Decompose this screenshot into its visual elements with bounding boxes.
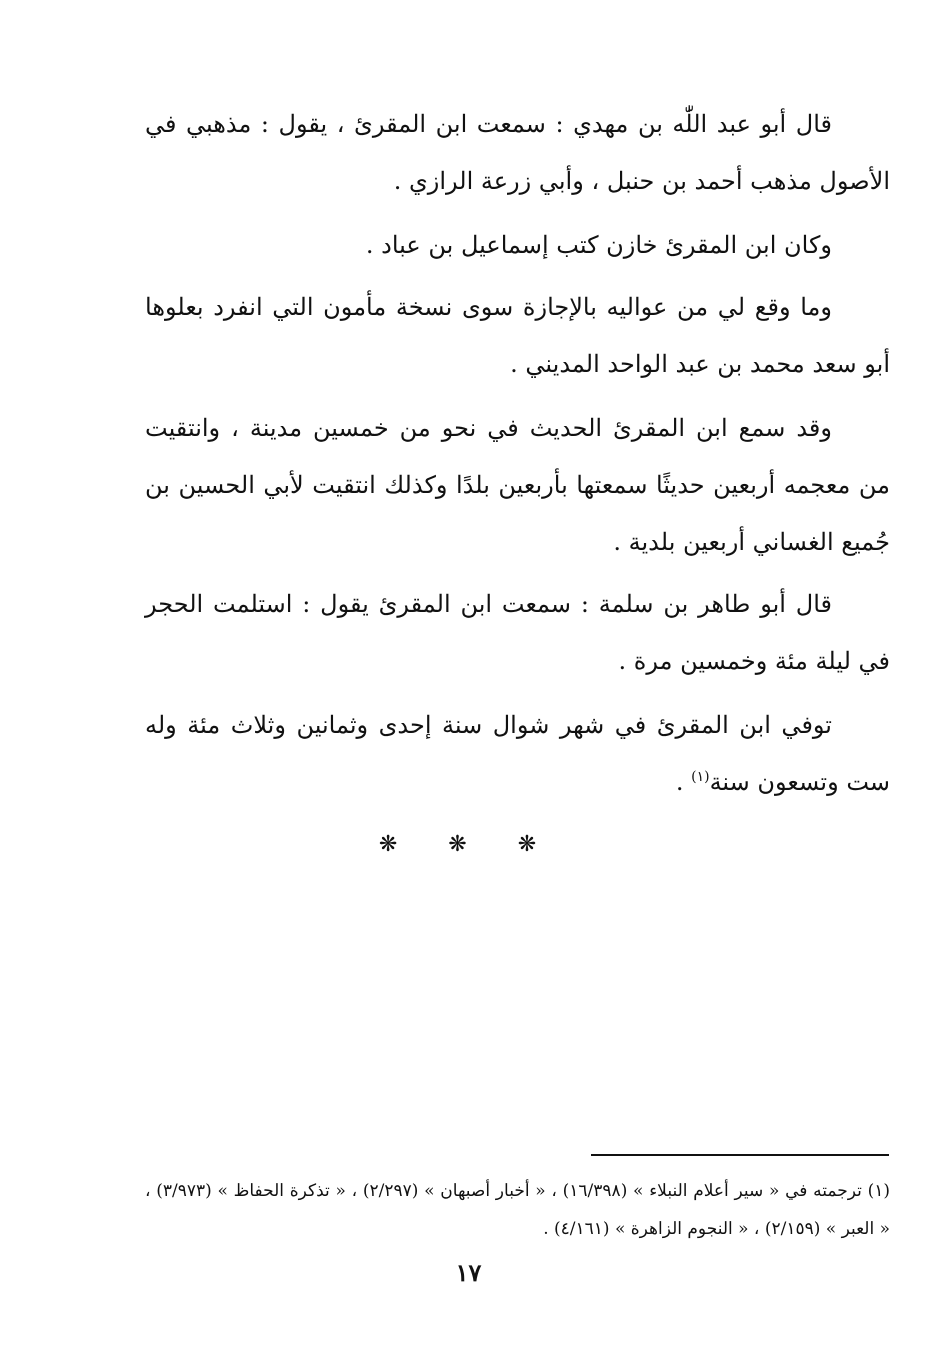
- section-ornament: ❋ ❋ ❋: [378, 832, 559, 857]
- page-number: ١٧: [455, 1258, 482, 1287]
- paragraph-6-end: .: [675, 768, 692, 796]
- paragraph-1: قال أبو عبد اللّٰه بن مهدي : سمعت ابن المقرئ ، يقول : مذهبي في الأصول مذهب أحمد بن حنبل ، وأبي زرعة الرازي .: [145, 110, 890, 195]
- footnotes: [145, 1172, 890, 1248]
- paragraph-2: وكان ابن المقرئ خازن كتب إسماعيل بن عباد .: [365, 231, 832, 259]
- paragraph-6-text: توفي ابن المقرئ في شهر شوال سنة إحدى وثمانين وثلاث مئة وله ست وتسعون سنة: [145, 711, 890, 796]
- footnote-reference: (١): [691, 769, 710, 785]
- footnote-1: (١) ترجمته في « سير أعلام النبلاء » (١٦/٣٩٨) ، « أخبار أصبهان » (٢/٢٩٧) ، « تذكرة الحفاظ » (٣/٩٧٣) ، « العبر » (٢/١٥٩) ، « النجوم الزاهرة » (٤/١٦١) .: [145, 1181, 891, 1239]
- paragraph-6: [145, 697, 890, 811]
- paragraph-5: قال أبو طاهر بن سلمة : سمعت ابن المقرئ يقول : استلمت الحجر في ليلة مئة وخمسين مرة .: [145, 590, 890, 675]
- paragraph-3: وما وقع لي من عواليه بالإجازة سوى نسخة مأمون التي انفرد بعلوها أبو سعد محمد بن عبد الواحد المديني .: [145, 293, 890, 378]
- footnote-separator: [591, 1154, 889, 1156]
- main-text: [145, 96, 890, 811]
- paragraph-4: وقد سمع ابن المقرئ الحديث في نحو من خمسين مدينة ، وانتقيت من معجمه أربعين حديثًا سمعتها بأربعين بلدًا وكذلك انتقيت لأبي الحسين بن جُميع الغساني أربعين بلدية .: [145, 414, 890, 556]
